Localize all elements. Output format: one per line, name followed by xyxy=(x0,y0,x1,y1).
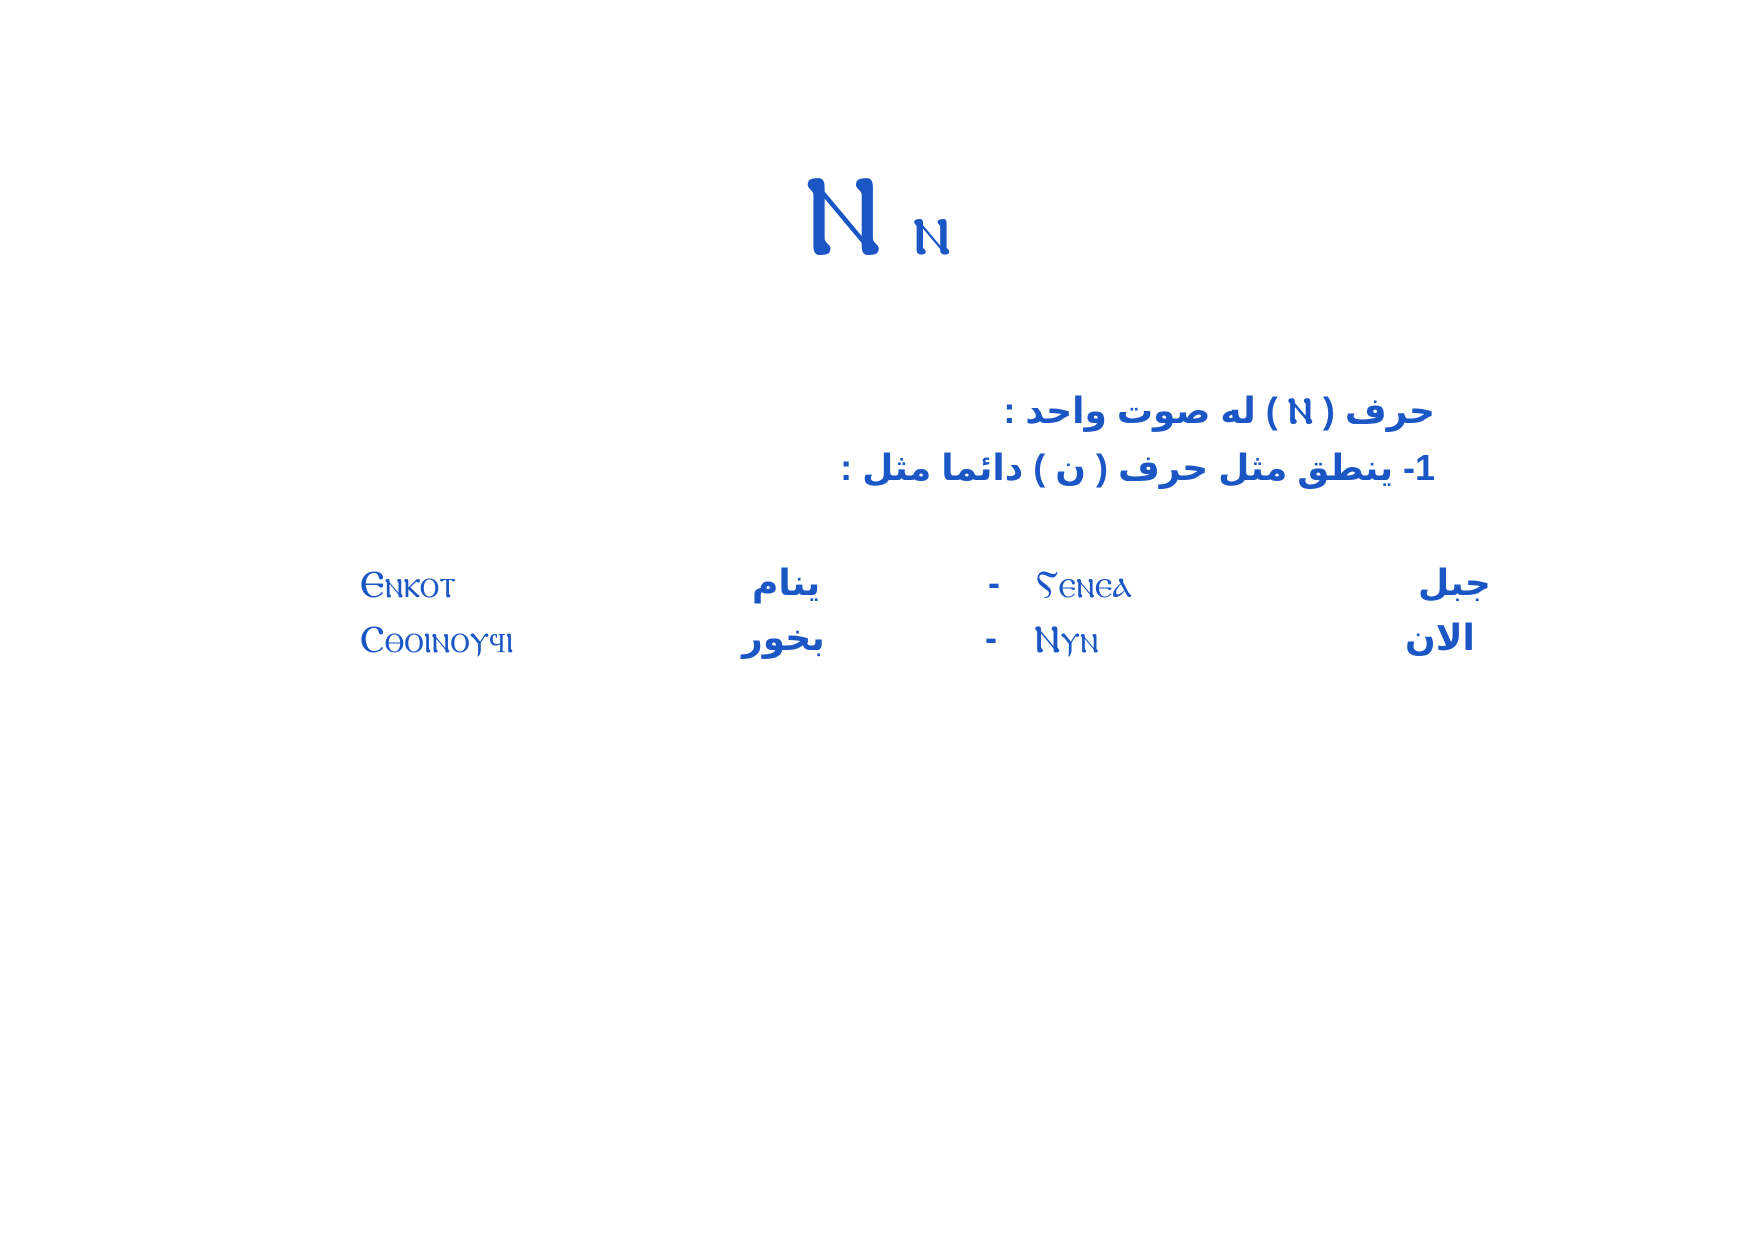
example-arabic-left-1: ينام xyxy=(752,562,821,603)
example-dash-2: - xyxy=(985,617,997,658)
example-arabic-right-2: الان xyxy=(1405,617,1475,658)
example-arabic-right-1: جبل xyxy=(1418,562,1491,603)
letter-capital: Ⲛ xyxy=(804,151,883,281)
rule-line-1: حرف ( Ⲛ ) له صوت واحد : xyxy=(1003,390,1435,431)
example-arabic-left-2: بخور xyxy=(742,617,825,658)
example-coptic-right-1: Ⲋⲉⲛⲉⲁ xyxy=(1036,562,1132,606)
example-coptic-left-1: Ⲉⲛⲕⲟⲧ xyxy=(360,562,456,606)
letter-small: ⲛ xyxy=(912,183,951,272)
rule-line-2: 1- ينطق مثل حرف ( ن ) دائما مثل : xyxy=(840,447,1435,488)
example-dash-1: - xyxy=(988,562,1000,603)
letter-title xyxy=(0,151,1755,281)
example-coptic-left-2: Ⲥⲑⲟⲓⲛⲟⲩϥⲓ xyxy=(360,617,514,661)
example-coptic-right-2: Ⲛⲩⲛ xyxy=(1034,617,1099,661)
